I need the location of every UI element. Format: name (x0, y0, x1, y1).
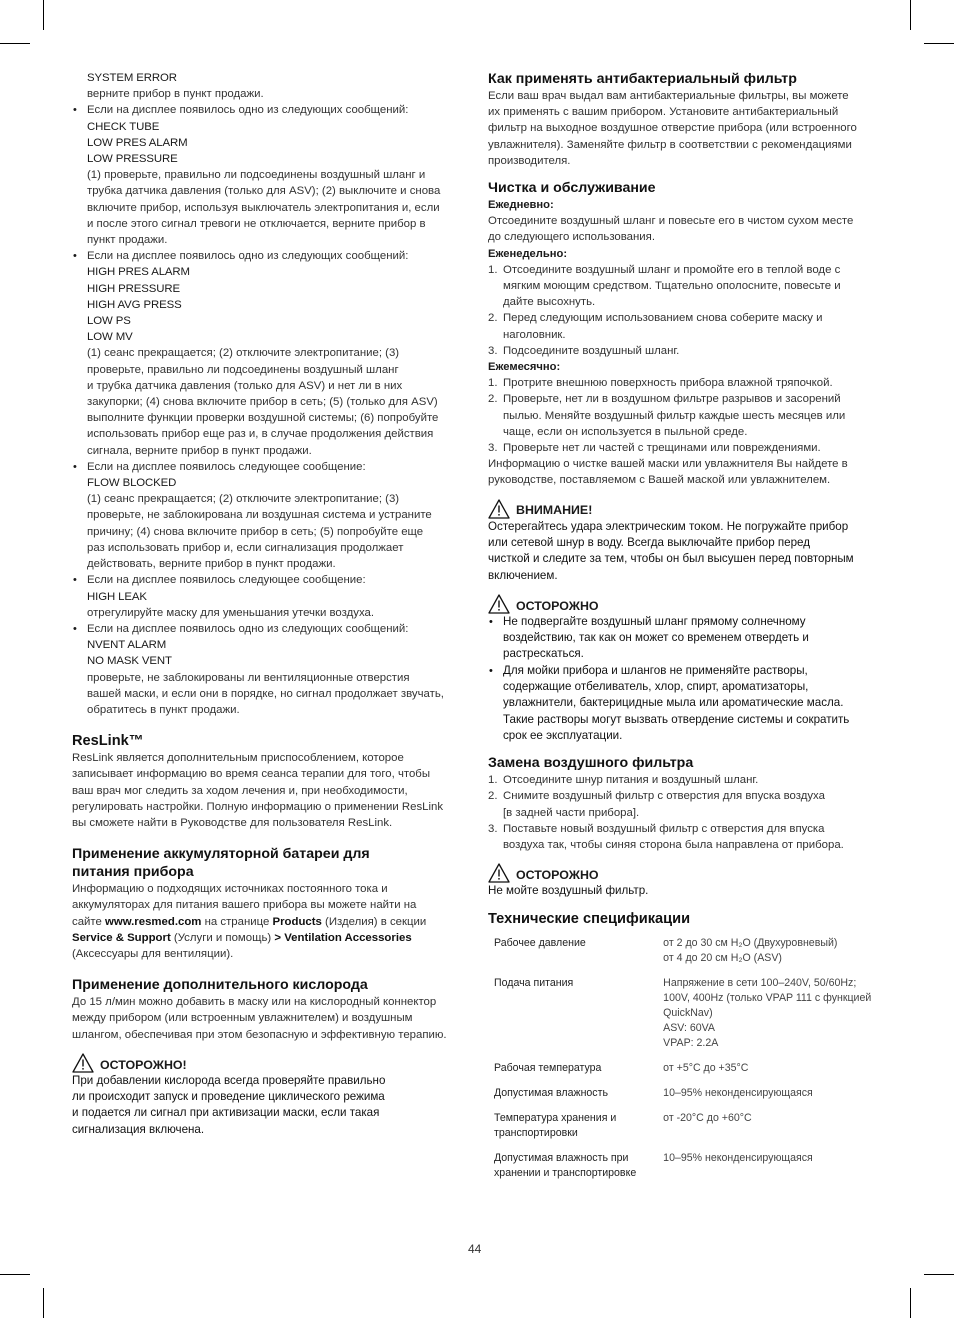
alarm-code: NO MASK VENT (87, 655, 172, 668)
bullet-text: проверьте, не заблокирована ли воздушная система и устраните (87, 509, 432, 522)
bullet-intro: • Если на дисплее появилось следующее сообщение: (87, 574, 366, 587)
item-line: Протрите внешнюю поверхность прибора влажной тряпочкой. (503, 377, 833, 390)
item-line: Проверьте, нет ли в воздушном фильтре разрывов и засорений (503, 393, 841, 406)
paragraph-line: включением. (488, 568, 558, 582)
table-row (488, 1147, 883, 1187)
bullet-intro: • Если на дисплее появилось одно из следующих сообщений: (87, 622, 409, 635)
paragraph-line: вы сможете найти в Руководстве для пользователя ResLink. (72, 816, 393, 829)
item-number: 2. (488, 312, 498, 325)
monthly-item (488, 440, 883, 456)
filter-item (488, 821, 883, 853)
cleaning-heading: Чистка и обслуживание (488, 180, 656, 197)
spec-value (657, 1107, 883, 1147)
oxygen-caution-title (72, 1053, 467, 1073)
page-number: 44 (468, 1242, 482, 1256)
paragraph-line: и подается ли сигнал при активизации маски, если такая (72, 1106, 380, 1120)
alarm-code: NVENT ALARM (87, 639, 167, 652)
bullet-text: действовать, верните прибор в пункт продажи. (87, 558, 336, 571)
paragraph-line: записывает информацию во время сеанса терапии для того, чтобы (72, 768, 431, 781)
crop-mark-tr-h (924, 43, 954, 44)
alarm-code: HIGH AVG PRESS (87, 298, 182, 311)
item-line: дайте высохнуть. (503, 296, 596, 309)
paragraph-line: Если ваш врач выдал вам антибактериальные фильтры, вы можете (488, 90, 849, 102)
item-line: воздуха так, чтобы синяя сторона была направлена от прибора. (503, 839, 844, 852)
warning-text (488, 519, 883, 584)
spec-value-line: ASV: 60VA (663, 1021, 715, 1034)
crop-mark-tl-h (0, 43, 30, 44)
bullet-line: содержащие отбеливатель, хлор, спирт, ароматизаторы, (503, 680, 809, 694)
bullet-line: увлажнители, бактерицидные мыла или ароматические масла. (503, 696, 844, 710)
caution-text: Не мойте воздушный фильтр. (488, 884, 649, 898)
paragraph-line (72, 914, 467, 930)
antibac-heading: Как применять антибактериальный фильтр (488, 71, 797, 87)
alarm-code: LOW PRESSURE (87, 153, 178, 166)
paragraph-line: увлажнителя). Заменяйте фильтр в соответствии с рекомендациями (488, 138, 852, 151)
warning-triangle-icon (488, 594, 510, 614)
alarm-bullet-4 (72, 572, 467, 621)
spec-key-line: хранении и транспортировке (494, 1166, 637, 1179)
alarm-code: LOW PS (87, 315, 131, 328)
spec-value (657, 972, 883, 1057)
bullet-text: проверьте, не заблокированы ли вентиляционные отверстия (87, 671, 410, 684)
bullet-text: (1) сеанс прекращается; (2) отключите электропитание; (3) (87, 347, 400, 360)
spec-value-line: от 4 до 20 см H₂O (ASV) (663, 951, 782, 964)
bullet-line: • Не подвергайте воздушный шланг прямому солнечному (503, 614, 806, 628)
paragraph-line: фильтр на выходное воздушное отверстие прибора (или встроенного (488, 122, 857, 135)
bullet-intro: • Если на дисплее появилось одно из следующих сообщений: (87, 250, 409, 263)
item-line: Отсоедините шнур питания и воздушный шланг. (503, 774, 759, 787)
spec-heading: Технические спецификации (488, 910, 691, 927)
item-line: Проверьте нет ли частей с трещинами или повреждениями. (503, 442, 821, 455)
item-number: 1. (488, 263, 498, 276)
oxygen-heading: Применение дополнительного кислорода (72, 977, 368, 994)
text-fragment: (Услуги и помощь) (170, 931, 275, 944)
weekly-item (488, 310, 883, 342)
alarm-bullet-3 (72, 459, 467, 572)
paragraph-line: Отсоедините воздушный шланг и повесьте его в чистом сухом месте (488, 215, 854, 228)
paragraph-line: До 15 л/мин можно добавить в маску или на кислородный коннектор (72, 996, 437, 1009)
reslink-text (72, 750, 467, 831)
spec-key (488, 1107, 657, 1147)
item-number: 3. (488, 822, 498, 835)
item-number: 1. (488, 377, 498, 390)
paragraph-line: до следующего использования. (488, 231, 656, 244)
spec-value-line: Напряжение в сети 100–240V, 50/60Hz; (663, 976, 857, 989)
spec-key-line: Допустимая влажность (494, 1086, 608, 1099)
bullet-text: включите прибор, используя выключатель электропитания и, если (87, 201, 440, 214)
spec-key (488, 1082, 657, 1107)
monthly-item (488, 375, 883, 391)
spec-value-line: от -20°C до +60°C (663, 1111, 752, 1124)
antibac-text (488, 88, 883, 169)
bullet-text: проверьте, правильно ли подсоединены воздушный шланг (87, 363, 399, 376)
crop-mark-tr-v (910, 0, 911, 30)
bullet-line: растрескаться. (503, 647, 584, 661)
system-error-block (72, 70, 467, 102)
spec-value-line: от 2 до 30 см H₂O (Двухуровневый) (663, 936, 838, 949)
spec-table (488, 932, 883, 1187)
alarm-bullet-1 (72, 102, 467, 248)
left-column (72, 70, 467, 1138)
bullet-text: пункт продажи. (87, 234, 168, 247)
products-label: Products (272, 915, 322, 928)
paragraph-line: Остерегайтесь удара электрическим током. Не погружайте прибор (488, 519, 849, 533)
paragraph-line: Информацию о подходящих источниках постоянного тока и (72, 883, 388, 896)
warning-title (488, 499, 883, 519)
spec-key-line: транспортировки (494, 1126, 578, 1139)
alarm-bullet-5 (72, 621, 467, 718)
crop-mark-bl-h (0, 1274, 30, 1275)
item-number: 2. (488, 790, 498, 803)
paragraph-line: сигнализация включена. (72, 1122, 205, 1136)
spec-key-line: Рабочее давление (494, 936, 586, 949)
bullet-line: • Для мойки прибора и шлангов не применяйте растворы, (503, 663, 808, 677)
warning-triangle-icon (488, 863, 510, 883)
bullet-line: Такие растворы могут вызвать отвердение системы и сократить (503, 712, 850, 726)
spec-value (657, 1147, 883, 1187)
table-row (488, 1057, 883, 1082)
item-line: Снимите воздушный фильтр с отверстия для впуска воздуха (503, 790, 825, 803)
monthly-item (488, 391, 883, 440)
bullet-line: воздействию, так как он может со временем отвердеть и (503, 631, 809, 645)
caution-label: ОСТОРОЖНО (516, 868, 599, 883)
caution-bullet (488, 614, 883, 663)
paragraph-line: шлангом, обеспечивая при этом безопасную и эффективную терапию. (72, 1028, 447, 1041)
alarm-code: LOW MV (87, 331, 133, 344)
alarm-code: FLOW BLOCKED (87, 477, 177, 490)
table-row (488, 1082, 883, 1107)
bullet-line: срок ее эксплуатации. (503, 728, 623, 742)
item-line: [в задней части прибора]. (503, 806, 640, 819)
warning-triangle-icon (72, 1053, 94, 1073)
filter-item (488, 772, 883, 788)
item-line: мягким моющим средством. Тщательно ополосните, повесьте и (503, 280, 841, 293)
crop-mark-bl-v (43, 1288, 44, 1318)
bullet-intro: • Если на дисплее появилось следующее сообщение: (87, 460, 366, 473)
spec-key-line: Допустимая влажность при (494, 1151, 629, 1164)
bullet-intro: • Если на дисплее появилось одно из следующих сообщений: (87, 104, 409, 117)
heading-line: Применение аккумуляторной батареи для (72, 846, 370, 863)
spec-value-line: VPAP: 2.2A (663, 1036, 719, 1049)
spec-key (488, 932, 657, 972)
warning-label: ВНИМАНИЕ! (516, 503, 593, 518)
item-line: Перед следующим использованием снова соберите маску и (503, 312, 823, 325)
paragraph-line: ваш врач мог следить за ходом лечения и, при необходимости, (72, 784, 408, 797)
bullet-text: закупорки; (4) снова включите прибор в сеть; (5) (только для ASV) (87, 396, 438, 409)
item-line: наголовник. (503, 328, 566, 341)
spec-value-line: 100V, 400Hz (только VPAP 111 с функцией (663, 991, 872, 1004)
weekly-item (488, 343, 883, 359)
paragraph-line: производителя. (488, 154, 571, 167)
alarm-code: CHECK TUBE (87, 120, 160, 133)
reslink-heading: ResLink™ (72, 733, 144, 750)
paragraph-line: их применять с вашим прибором. Установите антибактериальный (488, 106, 839, 119)
weekly-label: Еженедельно: (488, 247, 568, 260)
item-line: Поставьте новый воздушный фильтр с отверстия для впуска (503, 822, 825, 835)
item-number: 2. (488, 393, 498, 406)
spec-value (657, 1057, 883, 1082)
spec-key (488, 1057, 657, 1082)
paragraph-line: (Аксессуары для вентиляции). (72, 947, 234, 960)
ventilation-accessories-label: > Ventilation Accessories (274, 931, 412, 944)
spec-key (488, 1147, 657, 1187)
monthly-label: Ежемесячно: (488, 361, 561, 374)
spec-value-line: 10–95% неконденсирующаяся (663, 1086, 813, 1099)
table-row (488, 932, 883, 972)
spec-key (488, 972, 657, 1057)
caution-title-1 (488, 594, 883, 614)
alarm-code: HIGH PRES ALARM (87, 266, 190, 279)
item-number: 3. (488, 344, 498, 357)
spec-key-line: Рабочая температура (494, 1061, 602, 1074)
spec-key-line: Температура хранения и (494, 1111, 617, 1124)
bullet-text: отрегулируйте маску для уменьшания утечки воздуха. (87, 606, 375, 619)
bullet-text: выполните функции проверки воздушной системы; (6) попробуйте (87, 412, 439, 425)
text-fragment: (Изделия) в секции (321, 915, 427, 928)
alarm-code: HIGH LEAK (87, 590, 147, 603)
paragraph-line: ResLink является дополнительным приспособлением, которое (72, 752, 404, 765)
text-fragment: сайте (72, 915, 105, 928)
item-line: Отсоедините воздушный шланг и промойте его в теплой воде с (503, 263, 841, 276)
crop-mark-br-h (924, 1274, 954, 1275)
spec-value-line: QuickNav) (663, 1006, 713, 1019)
oxygen-caution-text (72, 1073, 467, 1138)
bullet-text: (1) сеанс прекращается; (2) отключите электропитание; (3) (87, 493, 400, 506)
heading-line: питания прибора (72, 864, 194, 881)
code-system-error: SYSTEM ERROR (87, 72, 177, 84)
system-error-action: верните прибор в пункт продажи. (87, 88, 264, 101)
bullet-text: раз использовать прибор и, если сигнализация продолжает (87, 541, 404, 554)
bullet-text: использовать прибор еще раз и, в случае продолжения действия (87, 428, 434, 441)
item-line: чаще, если он используется в пыльной среде. (503, 425, 748, 438)
text-fragment: на странице (201, 915, 273, 928)
bullet-text: и трубка датчика давления (только для ASV) и нет ли в них (87, 379, 403, 392)
battery-text (72, 881, 467, 962)
paragraph-line: или сетевой шнур в воду. Всегда выключайте прибор перед (488, 535, 811, 549)
service-support-label: Service & Support (72, 931, 171, 944)
bullet-text: (1) проверьте, правильно ли подсоединены воздушный шланг и (87, 169, 426, 182)
caution-label: ОСТОРОЖНО (516, 598, 599, 613)
caution-label: ОСТОРОЖНО! (100, 1057, 187, 1072)
table-row (488, 1107, 883, 1147)
bullet-text: и после этого сигнал тревоги не отключается, верните прибор в (87, 217, 426, 230)
item-number: 3. (488, 442, 498, 455)
item-number: 1. (488, 774, 498, 787)
bullet-text: вашей маски, и если они в порядке, но сигнал продолжает звучать, (87, 687, 444, 700)
alarm-code: LOW PRES ALARM (87, 136, 188, 149)
battery-heading (72, 845, 467, 881)
weekly-item (488, 262, 883, 311)
table-row (488, 972, 883, 1057)
filter-heading: Замена воздушного фильтра (488, 755, 694, 772)
crop-mark-br-v (910, 1288, 911, 1318)
spec-value (657, 1082, 883, 1107)
spec-value (657, 932, 883, 972)
bullet-text: трубка датчика давления (только для ASV); (2) выключите и снова (87, 185, 441, 198)
oxygen-text (72, 994, 467, 1043)
crop-mark-tl-v (43, 0, 44, 30)
alarm-bullet-2 (72, 248, 467, 459)
paragraph-line: аккумуляторах для питания вашего прибора вы можете найти на (72, 899, 417, 912)
bullet-text: обратитесь в пункт продажи. (87, 703, 240, 716)
paragraph-line: чисткой и следите за тем, чтобы он был высушен перед повторным (488, 552, 854, 566)
alarm-code: HIGH PRESSURE (87, 282, 181, 295)
item-line: Подсоедините воздушный шланг. (503, 344, 680, 357)
warning-triangle-icon (488, 499, 510, 519)
paragraph-line: Информацию о чистке вашей маски или увлажнителя Вы найдете в (488, 458, 848, 471)
filter-item (488, 788, 883, 820)
paragraph-line: При добавлении кислорода всегда проверяйте правильно (72, 1073, 386, 1087)
paragraph-line: ли происходит запуск и проведение циклического режима (72, 1090, 385, 1104)
spec-value-line: 10–95% неконденсирующаяся (663, 1151, 813, 1164)
right-column (488, 70, 883, 1187)
bullet-text: причину; (4) снова включите прибор в сеть; (5) попробуйте еще (87, 525, 424, 538)
bullet-text: сигнала, верните прибор в пункт продажи. (87, 444, 312, 457)
caution-bullet (488, 663, 883, 744)
spec-key-line: Подача питания (494, 976, 574, 989)
website-link[interactable]: www.resmed.com (104, 915, 202, 928)
paragraph-line (72, 930, 467, 946)
daily-label: Ежедневно: (488, 199, 554, 212)
daily-text (488, 213, 883, 245)
paragraph-line: руководстве, поставляемом с Вашей маской или увлажнителем. (488, 474, 831, 487)
caution-title-2 (488, 863, 883, 883)
spec-value-line: от +5°C до +35°C (663, 1061, 749, 1074)
monthly-after-text (488, 456, 883, 488)
paragraph-line: между прибором (или встроенным увлажнителем) и воздушным (72, 1012, 413, 1025)
item-line: пылью. Меняйте воздушный фильтр каждые шесть месяцев или (503, 409, 846, 422)
paragraph-line: регулировать настройки. Полную информацию о применении ResLink (72, 800, 444, 813)
